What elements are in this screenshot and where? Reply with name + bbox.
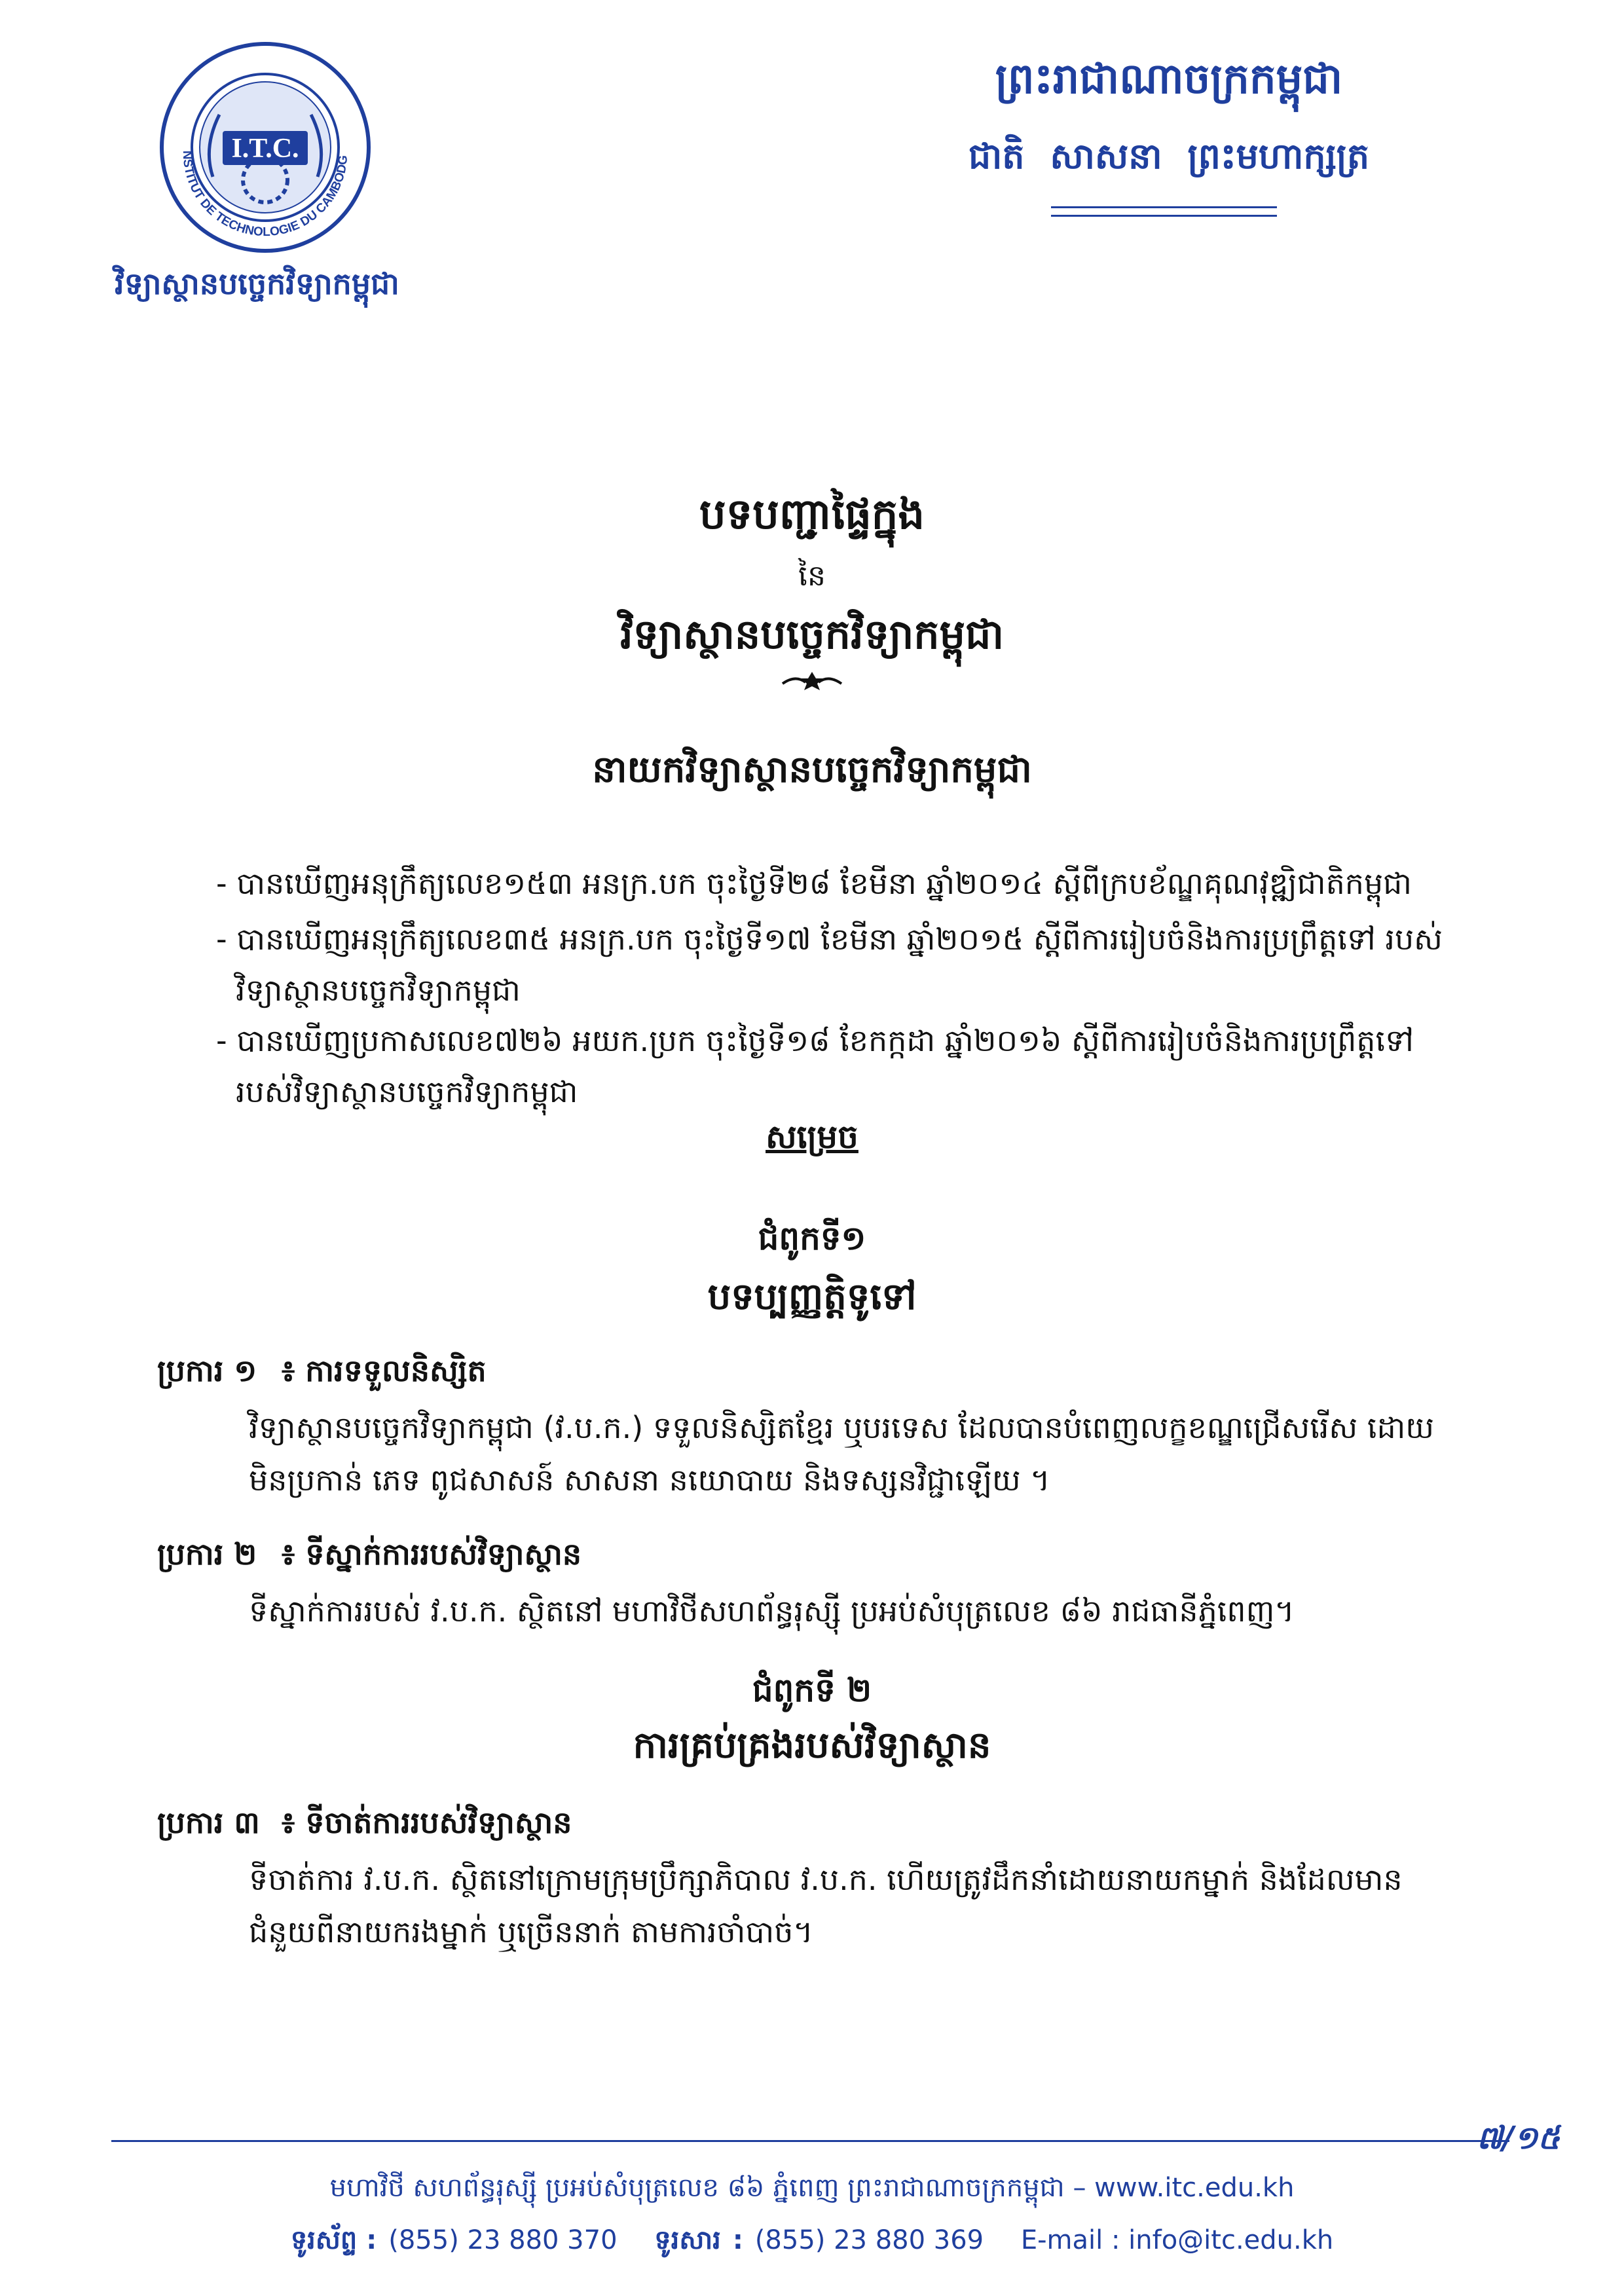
preamble-item-2-line-2: វិទ្យាស្ថានបច្ចេកវិទ្យាកម្ពុជា xyxy=(236,972,521,1008)
preamble-item-3-line-1: - បានឃើញប្រកាសលេខ៧២៦ អយក.ប្រក ចុះថ្ងៃទី១៨ ខែកក្កដា ឆ្នាំ២០១៦ ស្ដីពីការរៀបចំនិងការប្រព្រឹត្តទៅ xyxy=(216,1023,1414,1058)
phone-label: ទូរស័ព្ទ : xyxy=(290,2225,377,2255)
article-1-body: វិទ្យាស្ថានបច្ចេកវិទ្យាកម្ពុជា (វ.ប.ក.) ទទួលនិស្សិតខ្មែរ ឬបរទេស ដែលបានបំពេញលក្ខខណ្ឌជ្រើសរើស ដោយមិនប្រកាន់ ភេទ ពូជសាសន៍ សាសនា នយោបាយ និងទស្សនវិជ្ជាឡើយ ។ xyxy=(249,1410,1435,1498)
director-heading: នាយកវិទ្យាស្ថានបច្ចេកវិទ្យាកម្ពុជា xyxy=(592,748,1032,791)
logo-ring-text: NSTITUT DE TECHNOLOGIE DU CAMBODG xyxy=(179,150,351,240)
article-3-heading: ប្រការ ៣ ៖ ទីចាត់ការរបស់វិទ្យាស្ថាន xyxy=(157,1804,572,1848)
chapter-1-title: បទប្បញ្ញត្តិទូទៅ xyxy=(707,1276,917,1318)
decision-heading: សម្រេច xyxy=(766,1118,858,1156)
preamble-item-1 xyxy=(216,858,1460,909)
logo-caption: វិទ្យាស្ថានបច្ចេកវិទ្យាកម្ពុជា xyxy=(115,266,399,301)
article-1-title: ការទទួលនិស្សិត xyxy=(305,1353,487,1388)
national-motto: ជាតិ សាសនា ព្រះមហាក្សត្រ xyxy=(968,136,1370,177)
document-title: បទបញ្ជាផ្ទៃក្នុង xyxy=(699,490,925,539)
preamble-item-2 xyxy=(216,914,1460,1016)
article-1-label: ប្រការ ១ xyxy=(157,1353,257,1388)
email-link[interactable]: E-mail : info@itc.edu.kh xyxy=(1020,2225,1334,2255)
footer-contacts xyxy=(0,2223,1624,2262)
article-2-body: ទីស្នាក់ការរបស់ វ.ប.ក. ស្ថិតនៅ មហាវិថីសហព័ន្ធរុស្ស៊ី ប្រអប់សំបុត្រលេខ ៨៦ រាជធានីភ្នំពេញ។ xyxy=(249,1593,1295,1629)
preamble-item-3-line-2: របស់វិទ្យាស្ថានបច្ចេកវិទ្យាកម្ពុជា xyxy=(236,1074,578,1109)
preamble-item-1-text: - បានឃើញអនុក្រឹត្យលេខ១៥៣ អនក្រ.បក ចុះថ្ងៃទី២៨ ខែមីនា ឆ្នាំ២០១៤ ស្ដីពីក្របខ័ណ្ឌគុណវុឌ្ឍិជាតិកម្ពុជា xyxy=(216,866,1412,901)
preamble-item-3 xyxy=(216,1015,1460,1117)
itc-logo xyxy=(157,39,373,255)
fax-label: ទូរសារ xyxy=(654,2225,721,2255)
chapter-2-title: ការគ្រប់គ្រងរបស់វិទ្យាស្ថាន xyxy=(633,1724,991,1767)
footer-divider xyxy=(111,2140,1509,2142)
footer-address: មហាវិថី សហព័ន្ធរុស្ស៊ី ប្រអប់សំបុត្រលេខ ៨៦ ភ្នំពេញ ព្រះរាជាណាចក្រកម្ពុជា – www.itc.edu.kh xyxy=(329,2173,1295,2203)
logo-text: I.T.C. xyxy=(231,134,299,164)
institute-title: វិទ្យាស្ថានបច្ចេកវិទ្យាកម្ពុជា xyxy=(619,610,1005,658)
article-3-label: ប្រការ ៣ xyxy=(157,1805,260,1840)
article-2-label: ប្រការ ២ xyxy=(157,1536,257,1572)
article-2-heading: ប្រការ ២ ៖ ទីស្នាក់ការរបស់វិទ្យាស្ថាន xyxy=(157,1536,581,1579)
chapter-2-number: ជំពូកទី ២ xyxy=(752,1671,872,1709)
article-2-title: ទីស្នាក់ការរបស់វិទ្យាស្ថាន xyxy=(305,1536,582,1572)
kingdom-heading: ព្រះរាជាណាចក្រកម្ពុជា xyxy=(995,55,1343,103)
article-1-heading: ប្រការ ១ ៖ ការទទួលនិស្សិត xyxy=(157,1352,487,1396)
phone-number: (855) 23 880 370 xyxy=(388,2225,618,2255)
title-connector: នៃ xyxy=(798,559,826,593)
chapter-1-number: ជំពូកទី១ xyxy=(758,1219,866,1257)
article-3-body: ទីចាត់ការ វ.ប.ក. ស្ថិតនៅក្រោមក្រុមប្រឹក្សាភិបាល វ.ប.ក. ហើយត្រូវដឹកនាំដោយនាយកម្នាក់ និងដែលមានជំនួយពីនាយករងម្នាក់ ឬច្រើននាក់ តាមការចាំបាច់។ xyxy=(249,1862,1403,1949)
article-3-title: ទីចាត់ការរបស់វិទ្យាស្ថាន xyxy=(305,1805,572,1840)
handwritten-page-mark: ៧/១៥ xyxy=(1477,2120,1560,2156)
preamble-item-2-line-1: - បានឃើញអនុក្រឹត្យលេខ៣៥ អនក្រ.បក ចុះថ្ងៃទី១៧ ខែមីនា ឆ្នាំ២០១៥ ស្ដីពីការរៀបចំនិងការប្រព្រឹត្តទៅ របស់ xyxy=(216,921,1443,957)
motto-divider xyxy=(1051,206,1277,217)
fax-separator: : xyxy=(732,2225,743,2255)
ornament-divider-icon xyxy=(779,669,845,693)
fax-number: (855) 23 880 369 xyxy=(754,2225,984,2255)
